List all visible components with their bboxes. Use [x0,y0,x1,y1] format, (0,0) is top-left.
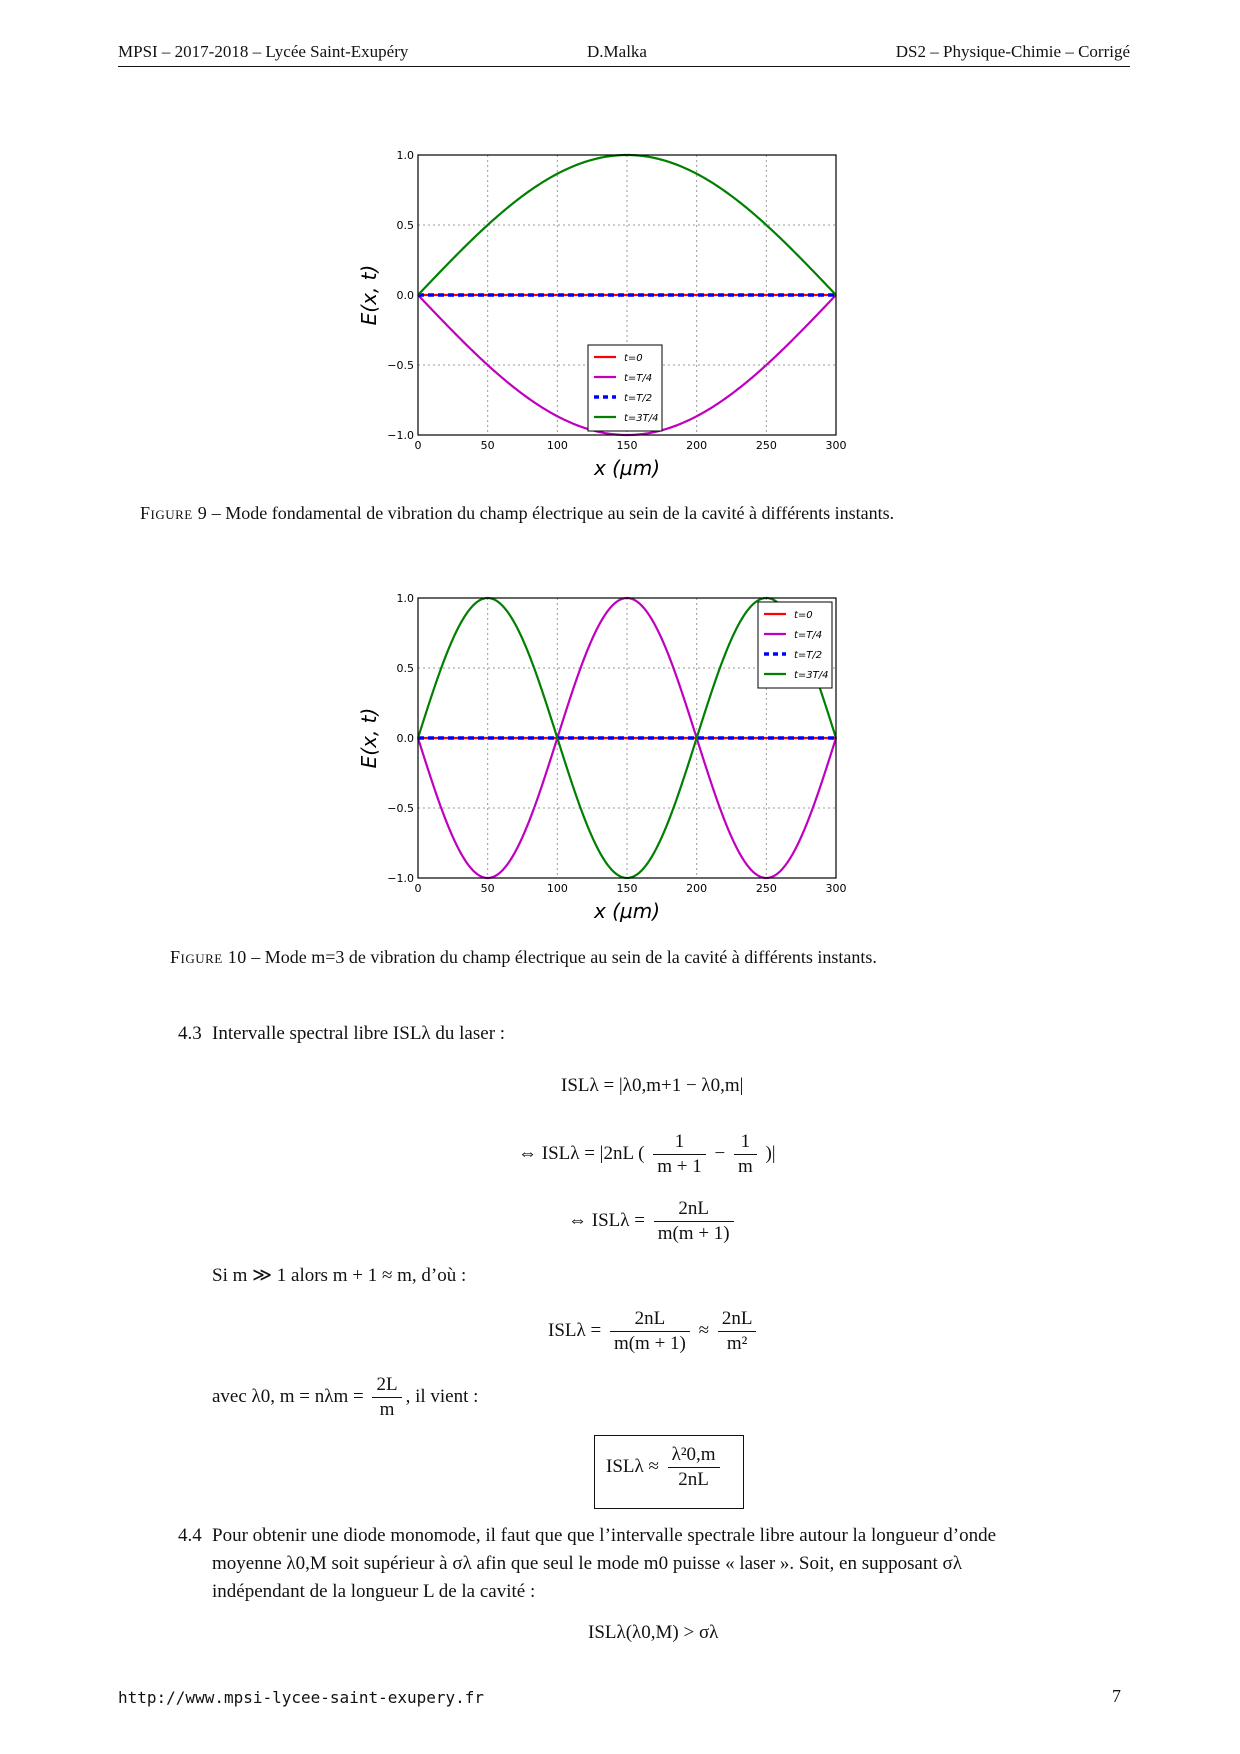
x-tick-label: 50 [480,882,495,895]
eq3-den: m(m + 1) [657,1223,730,1244]
figure-10-label: Figure 10 [170,947,247,967]
avec-den: m [379,1399,395,1420]
eq2-fraction-1 [653,1130,706,1179]
eq2-fraction-2 [734,1130,757,1179]
eq2-frac2-num: 1 [734,1130,757,1155]
equation-3 [568,1197,738,1246]
eq2-suffix: )| [765,1142,776,1164]
equation-2 [518,1130,776,1179]
figure-10-caption-text: – Mode m=3 de vibration du champ électrique au sein de la cavité à différents instants. [246,947,877,967]
section-44-line-1: Pour obtenir une diode monomode, il faut que que l’intervalle spectrale libre autour la longueur d’onde [212,1525,997,1546]
section-44-line-3: indépendant de la longueur L de la cavité : [212,1581,536,1602]
figure-10-chart [340,583,860,923]
eq4-num2: 2nL [718,1307,757,1332]
header-left: MPSI – 2017-2018 – Lycée Saint-Exupéry [118,42,409,61]
section-43-number: 4.3 [178,1023,202,1044]
eq2-minus: − [714,1142,726,1164]
eq4-fraction-1 [610,1307,690,1356]
condition-text: Si m ≫ 1 alors m + 1 ≈ m, d’où : [212,1265,467,1286]
x-axis-label: x (µm) [593,456,661,480]
eq4-num1: 2nL [610,1307,690,1332]
equation-5: ISLλ(λ0,M) > σλ [588,1622,719,1643]
y-tick-label: 0.5 [396,662,414,675]
page-number: 7 [1112,1686,1121,1706]
x-tick-label: 0 [414,439,422,452]
legend-label: t=0 [794,610,813,621]
y-tick-label: −0.5 [387,359,414,372]
result-fraction [668,1443,720,1492]
figure-10-caption [170,947,877,968]
x-tick-label: 200 [686,439,708,452]
result-den: 2nL [678,1469,709,1490]
y-tick-label: 0.5 [396,219,414,232]
eq4-prefix: ISLλ = [548,1319,602,1341]
eq4-den1: m(m + 1) [613,1333,686,1354]
equation-1: ISLλ = |λ0,m+1 − λ0,m| [561,1075,744,1096]
result-num: λ²0,m [668,1443,720,1468]
equation-4 [548,1307,760,1356]
eq4-approx: ≈ [698,1319,710,1341]
figure-9-caption [140,503,894,524]
header-center: D.Malka [587,42,647,61]
avec-num: 2L [372,1373,401,1398]
legend-label: t=T/4 [624,373,653,384]
y-axis-label: E(x, t) [357,707,381,769]
y-tick-label: −1.0 [387,429,414,442]
fig10-plot [357,592,847,923]
legend-label: t=3T/4 [624,413,659,424]
result-equation [606,1443,724,1492]
avec-suffix: , il vient : [405,1385,479,1407]
avec-line [212,1373,478,1422]
x-axis-label: x (µm) [593,899,661,923]
eq2-prefix: ⇔ ISLλ = |2nL ( [518,1142,645,1164]
header-rule [118,66,1130,67]
header-right: DS2 – Physique-Chimie – Corrigé [895,42,1130,61]
legend-label: t=T/4 [794,630,823,641]
y-tick-label: −1.0 [387,872,414,885]
figure-9-chart [340,140,860,480]
y-axis-label: E(x, t) [357,264,381,326]
figure-9-caption-text: – Mode fondamental de vibration du champ électrique au sein de la cavité à différents instants. [207,503,895,523]
x-tick-label: 100 [546,439,568,452]
result-prefix: ISLλ ≈ [606,1455,659,1477]
eq2-frac1-den: m + 1 [657,1156,702,1177]
eq3-fraction [654,1197,734,1246]
eq4-fraction-2 [718,1307,757,1356]
x-tick-label: 150 [616,882,638,895]
y-tick-label: −0.5 [387,802,414,815]
y-tick-label: 0.0 [396,289,414,302]
avec-prefix: avec λ0, m = nλm = [212,1385,364,1407]
eq2-frac2-den: m [737,1156,753,1177]
eq2-frac1-num: 1 [653,1130,706,1155]
legend-label: t=0 [624,353,643,364]
section-44-number: 4.4 [178,1525,202,1546]
y-tick-label: 1.0 [396,149,414,162]
x-tick-label: 200 [686,882,708,895]
legend-label: t=3T/4 [794,670,829,681]
x-tick-label: 50 [480,439,495,452]
figure-9-label: Figure 9 [140,503,208,523]
y-tick-label: 0.0 [396,732,414,745]
x-tick-label: 300 [825,882,847,895]
x-tick-label: 250 [755,439,777,452]
y-tick-label: 1.0 [396,592,414,605]
footer-url[interactable]: http://www.mpsi-lycee-saint-exupery.fr [118,1688,485,1707]
eq3-num: 2nL [654,1197,734,1222]
avec-fraction [372,1373,401,1422]
x-tick-label: 250 [755,882,777,895]
x-tick-label: 300 [825,439,847,452]
section-43-intro: Intervalle spectral libre ISLλ du laser : [212,1023,506,1044]
eq3-prefix: ⇔ ISLλ = [568,1209,645,1231]
x-tick-label: 150 [616,439,638,452]
x-tick-label: 100 [546,882,568,895]
legend-label: t=T/2 [624,393,653,404]
section-44-line-2: moyenne λ0,M soit supérieur à σλ afin que seul le mode m0 puisse « laser ». Soit, en supposant σλ [212,1553,962,1574]
legend-label: t=T/2 [794,650,823,661]
fig9-plot [357,149,847,480]
eq4-den2: m² [726,1333,748,1354]
x-tick-label: 0 [414,882,422,895]
